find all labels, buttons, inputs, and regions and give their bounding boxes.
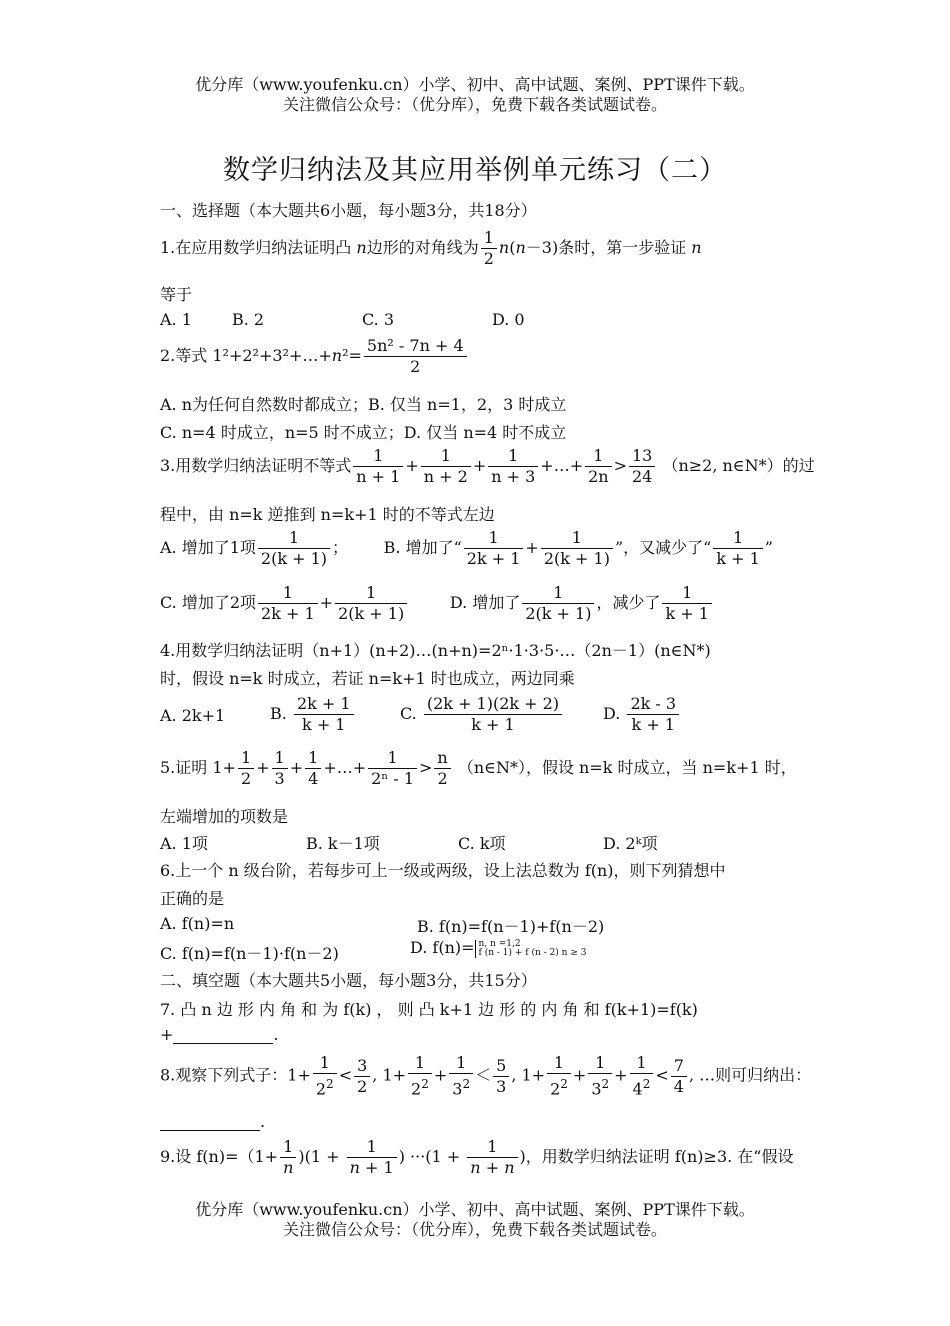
- q1-option-a: A. 1: [160, 310, 192, 329]
- q4-option-c: C. $\frac{(2k + 1)(2k + 2)}{k + 1}$: [400, 694, 564, 735]
- question-5-cont: 左端增加的项数是: [160, 807, 289, 826]
- q6-option-a: A. f(n)=n: [160, 914, 235, 933]
- q5-option-a: A. 1项: [160, 834, 208, 853]
- q2-options-line2: C. n=4 时成立，n=5 时不成立；D. 仅当 n=4 时不成立: [160, 423, 567, 442]
- section-1-heading: 一、选择题（本大题共6小题，每小题3分，共18分）: [160, 201, 537, 220]
- answer-blank[interactable]: [160, 1116, 260, 1131]
- question-1: 1.在应用数学归纳法证明凸 n边形的对角线为 $\frac{1}{2}$ n(n－3)条时，第一步验证 n: [160, 228, 702, 268]
- q1-option-d: D. 0: [492, 310, 525, 329]
- q6-option-b: B. f(n)=f(n－1)+f(n－2): [417, 917, 605, 936]
- question-8-cont: .: [160, 1112, 265, 1131]
- question-3-cont: 程中，由 n=k 逆推到 n=k+1 时的不等式左边: [160, 505, 495, 524]
- q3-options-ab: A. 增加了1项 $\frac{1}{2(k + 1)}$ ； B. 增加了“ $\frac{1}{2k + 1}$ + $\frac{1}{2(k + 1)}$ ”，又减少了“ $\frac{1}{k + 1}$ ”: [160, 528, 773, 568]
- q1-option-c: C. 3: [362, 310, 395, 329]
- q5-option-b: B. k－1项: [306, 834, 380, 853]
- answer-blank[interactable]: [173, 1029, 273, 1044]
- q5-option-d: D. 2ᵏ项: [603, 834, 658, 853]
- question-7: 7. 凸 n 边 形 内 角 和 为 f(k) ， 则 凸 k+1 边 形 的 内 角 和 f(k+1)=f(k): [160, 1000, 698, 1019]
- q4-option-d: D. $\frac{2k - 3}{k + 1}$: [603, 694, 681, 735]
- page-header-line2: 关注微信公众号：（优分库），免费下载各类试题试卷。: [282, 95, 667, 114]
- q6-option-c: C. f(n)=f(n－1)·f(n－2): [160, 944, 339, 963]
- page-footer-line1: 优分库（www.youfenku.cn）小学、初中、高中试题、案例、PPT课件下载。: [195, 1200, 755, 1219]
- q6-option-d: D. f(n)= n, n =1,2 f (n - 1) + f (n - 2) n ≥ 3: [410, 938, 587, 958]
- q2-options-line1: A. n为任何自然数时都成立；B. 仅当 n=1，2，3 时成立: [160, 395, 567, 414]
- q1-option-b: B. 2: [232, 310, 265, 329]
- question-6-cont: 正确的是: [160, 889, 225, 908]
- question-2: 2.等式 1²+2²+3²+…+n²= $\frac{\text{5n² - 7n + 4}}{2}$: [160, 336, 469, 377]
- page-footer-line2: 关注微信公众号：（优分库），免费下载各类试题试卷。: [282, 1220, 667, 1239]
- q3-options-cd: C. 增加了2项 $\frac{1}{2k + 1}$ + $\frac{1}{2(k + 1)}$ D. 增加了 $\frac{1}{2(k + 1)}$ ，减少了 $\frac{1}{k + 1}$: [160, 583, 714, 624]
- question-8: 8.观察下列式子：1+ $\frac{1}{2^2}$ < $\frac{3}{2}$ , 1+ $\frac{1}{2^2}$ + $\frac{1}{3^2}$ ＜ $\frac{5}{3}$ , 1+ $\frac{1}{2^2}$ + $\frac{1}{3^2}$ + $\frac{1}{4^2}$ < $\frac{7}{4}$ , …则可归纳出：: [160, 1053, 812, 1099]
- question-4-cont: 时，假设 n=k 时成立，若证 n=k+1 时也成立，两边同乘: [160, 669, 575, 688]
- question-7-cont: + .: [160, 1025, 279, 1044]
- question-6: 6.上一个 n 级台阶，若每步可上一级或两级，设上法总数为 f(n)，则下列猜想中: [160, 861, 726, 880]
- section-2-heading: 二、填空题（本大题共5小题，每小题3分，共15分）: [160, 971, 537, 990]
- page-header-line1: 优分库（www.youfenku.cn）小学、初中、高中试题、案例、PPT课件下载。: [195, 75, 755, 94]
- question-9: 9.设 f(n)=（1+ $\frac{1}{n}$ )(1 + $\frac{1}{n + 1}$ ) ···(1 + $\frac{1}{n + n}$ )，用数学归纳法证明 f(n)≥3. 在“假设: [160, 1137, 794, 1177]
- q5-option-c: C. k项: [458, 834, 506, 853]
- question-1-cont: 等于: [160, 285, 193, 304]
- question-3: 3.用数学归纳法证明不等式 $\frac{1}{n + 1}$ + $\frac{1}{n + 2}$ + $\frac{1}{n + 3}$ +…+ $\frac{1}{2n}$ > $\frac{13}{24}$ （n≥2, n∈N*）的过: [160, 446, 815, 486]
- q4-option-a: A. 2k+1: [160, 706, 226, 725]
- page-title: 数学归纳法及其应用举例单元练习（二）: [223, 155, 727, 186]
- q4-option-b: B. $\frac{2k + 1}{k + 1}$: [270, 694, 356, 735]
- question-4: 4.用数学归纳法证明（n+1）(n+2)…(n+n)=2ⁿ·1·3·5·…（2n－1）(n∈N*): [160, 641, 711, 660]
- question-5: 5.证明 1+ $\frac{1}{2}$ + $\frac{1}{3}$ + $\frac{1}{4}$ +…+ $\frac{1}{\text{2ⁿ - 1}}$ > $\frac{n}{2}$ （n∈N*），假设 n=k 时成立，当 n=k+1 时，: [160, 748, 797, 788]
